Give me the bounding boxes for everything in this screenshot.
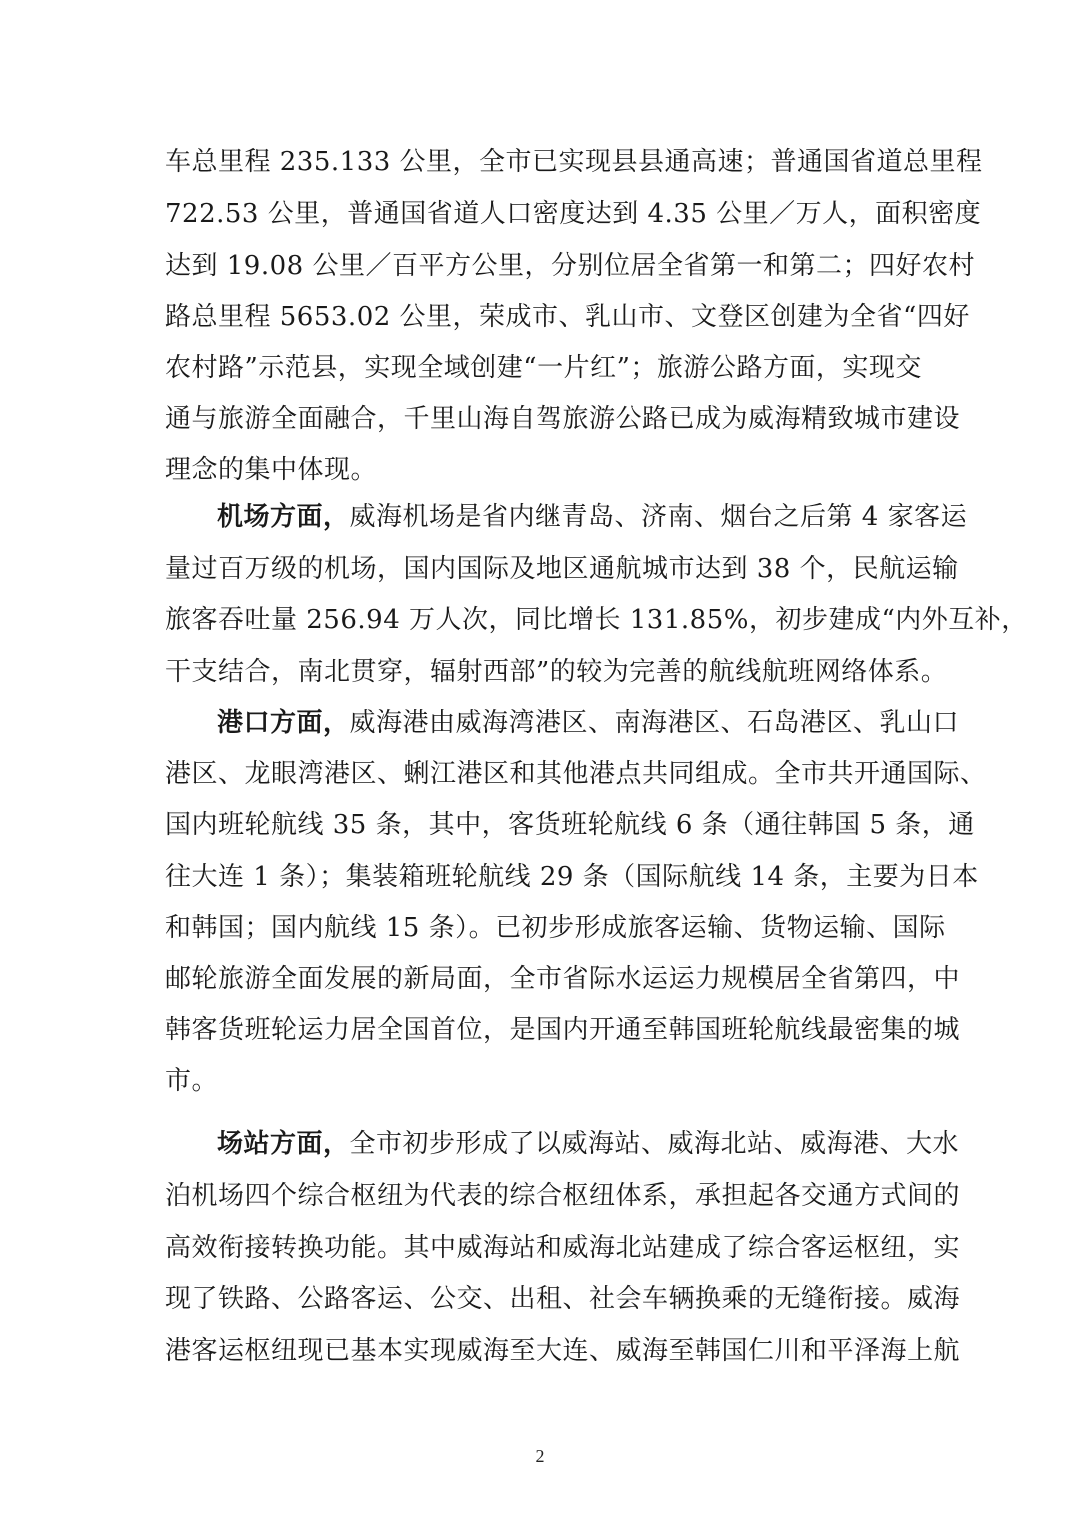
text-line: 现了铁路、公路客运、公交、出租、社会车辆换乘的无缝衔接。威海 xyxy=(165,1284,961,1314)
page-number: 2 xyxy=(535,1446,545,1466)
section-heading-port: 港口方面， xyxy=(217,708,350,738)
paragraph-first-line xyxy=(217,497,968,537)
text-line: 往大连 1 条）；集装箱班轮航线 29 条（国际航线 14 条，主要为日本 xyxy=(165,862,979,892)
text-line: 旅客吞吐量 256.94 万人次，同比增长 131.85%，初步建成“内外互补， xyxy=(165,605,1028,635)
text-line: 港区、龙眼湾港区、蜊江港区和其他港点共同组成。全市共开通国际、 xyxy=(165,759,987,789)
text-line: 路总里程 5653.02 公里，荣成市、乳山市、文登区创建为全省“四好 xyxy=(165,302,970,332)
text-span: 威海机场是省内继青岛、济南、烟台之后第 4 家客运 xyxy=(349,502,968,532)
text-line: 干支结合，南北贯穿，辐射西部”的较为完善的航线航班网络体系。 xyxy=(165,657,948,687)
text-span: 全市初步形成了以威海站、威海北站、威海港、大水 xyxy=(349,1129,960,1159)
text-line: 国内班轮航线 35 条，其中，客货班轮航线 6 条（通往韩国 5 条，通 xyxy=(165,810,975,840)
paragraph-first-line xyxy=(217,703,960,743)
text-line: 港客运枢纽现已基本实现威海至大连、威海至韩国仁川和平泽海上航 xyxy=(165,1336,961,1366)
text-line: 722.53 公里，普通国省道人口密度达到 4.35 公里／万人，面积密度 xyxy=(165,199,982,229)
text-line: 达到 19.08 公里／百平方公里，分别位居全省第一和第二；四好农村 xyxy=(165,251,975,281)
text-line: 韩客货班轮运力居全国首位，是国内开通至韩国班轮航线最密集的城 xyxy=(165,1015,961,1045)
text-line: 市。 xyxy=(165,1066,219,1096)
paragraph-first-line xyxy=(217,1124,960,1164)
section-heading-airport: 机场方面， xyxy=(217,502,350,532)
section-heading-stations: 场站方面， xyxy=(217,1129,350,1159)
text-line: 邮轮旅游全面发展的新局面，全市省际水运运力规模居全省第四，中 xyxy=(165,964,961,994)
text-line: 通与旅游全面融合，千里山海自驾旅游公路已成为威海精致城市建设 xyxy=(165,404,961,434)
text-line: 高效衔接转换功能。其中威海站和威海北站建成了综合客运枢纽，实 xyxy=(165,1233,961,1263)
text-line: 车总里程 235.133 公里，全市已实现县县通高速；普通国省道总里程 xyxy=(165,147,983,177)
text-line: 和韩国；国内航线 15 条）。已初步形成旅客运输、货物运输、国际 xyxy=(165,913,946,943)
text-line: 农村路”示范县，实现全域创建“一片红”；旅游公路方面，实现交 xyxy=(165,353,922,383)
text-line: 量过百万级的机场，国内国际及地区通航城市达到 38 个，民航运输 xyxy=(165,554,959,584)
text-line: 泊机场四个综合枢纽为代表的综合枢纽体系，承担起各交通方式间的 xyxy=(165,1181,961,1211)
text-span: 威海港由威海湾港区、南海港区、石岛港区、乳山口 xyxy=(349,708,960,738)
text-line: 理念的集中体现。 xyxy=(165,455,378,485)
